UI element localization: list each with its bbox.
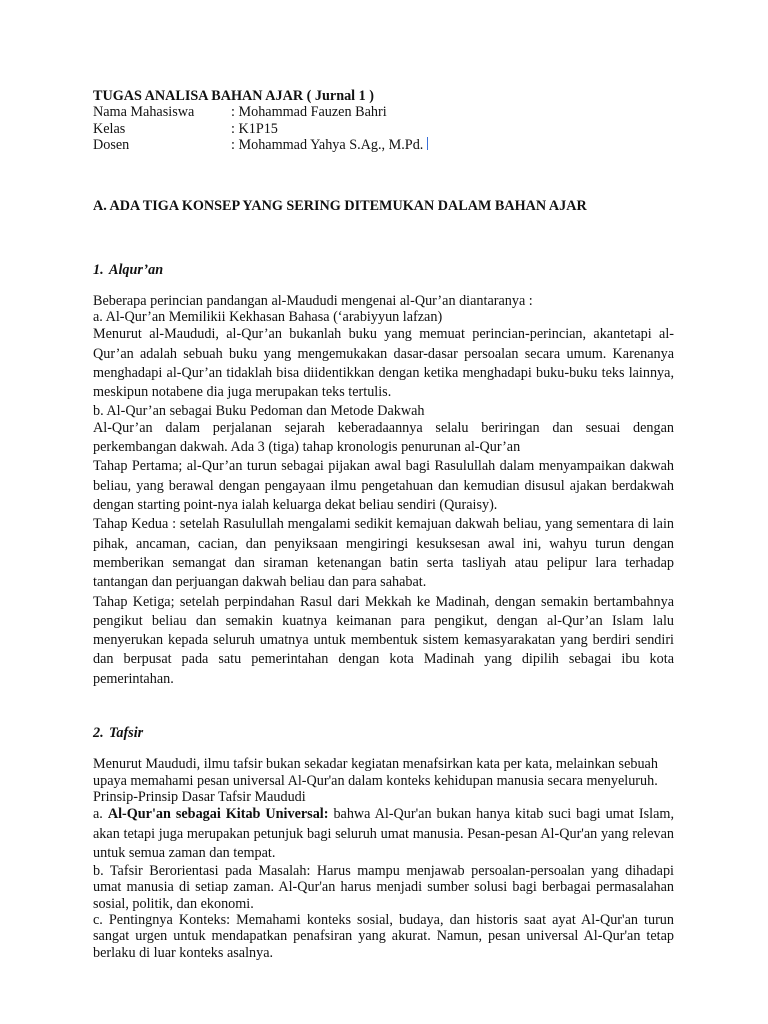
assignment-header [93, 88, 674, 153]
paragraph: b. Tafsir Berorientasi pada Masalah: Harus mampu menjawab persoalan-persoalan yang dihadapi umat manusia di setiap zaman. Al-Qur'an harus menjadi sumber solusi bagi berbagai permasalahan sosial, politik, dan ekonomi. [93, 863, 674, 912]
subsection-title: Tafsir [109, 725, 144, 742]
paragraph: Tahap Kedua : setelah Rasulullah mengalami sedikit kemajuan dakwah beliau, yang sementara di lain pihak, ancaman, cacian, dan penyiksaan mengiringi kesuksesan awal ini, wahyu turun dengan memberikan semangat dan siraman ketenangan batin serta tasliyah atau pelipur lara terhadap tantangan dan perjuangan dakwah beliau dan para sahabat. [93, 516, 674, 591]
info-label: Dosen [93, 136, 130, 153]
lecturer-name: : Mohammad Yahya S.Ag., M.Pd. [231, 136, 424, 153]
info-row-lecturer [93, 137, 674, 153]
paragraph: Tahap Pertama; al-Qur’an turun sebagai pijakan awal bagi Rasulullah dalam menyampaikan dakwah beliau, yang berawal dengan pengayaan ilmu pengetahuan dan kemudian disusul ajakan berdakwah dengan starting point-nya ialah keluarga dekat beliau sendiri (Quraisy). [93, 458, 674, 514]
paragraph: Beberapa perincian pandangan al-Maududi mengenai al-Qur’an diantaranya : [93, 292, 533, 309]
document-page [93, 88, 674, 961]
subsection-heading [93, 725, 674, 742]
info-value [231, 137, 428, 153]
info-label: Nama Mahasiswa [93, 104, 195, 121]
assignment-title: TUGAS ANALISA BAHAN AJAR ( Jurnal 1 ) [93, 88, 375, 104]
subsection-number: 2. [93, 725, 104, 742]
paragraph-text: bahwa Al-Qur'an bukan hanya kitab suci bagi umat Islam, akan tetapi juga merupakan petunjuk bagi seluruh umat manusia. Pesan-pesan Al-Qur'an yang relevan untuk semua zaman dan tempat. [93, 806, 674, 861]
paragraph: Tahap Ketiga; setelah perpindahan Rasul dari Mekkah ke Madinah, dengan semakin bertambahnya pengikut beliau dan semakin kuatnya keimanan para pengikut, dengan al-Qur’an Islam lalu menyerukan kepada seluruh umatnya untuk membentuk sistem kemasyarakatan yang berdiri sendiri dan berpusat pada satu pemerintahan dengan kota Madinah yang dipilih sebagai ibu kota pemerintahan. [93, 593, 674, 687]
paragraph: Prinsip-Prinsip Dasar Tafsir Maududi [93, 788, 306, 805]
text-cursor-icon [427, 137, 428, 150]
paragraph: a. Al-Qur’an Memilikii Kekhasan Bahasa (‘arabiyyun lafzan) [93, 309, 443, 326]
info-label: Kelas [93, 120, 126, 137]
bold-phrase: Al-Qur'an sebagai Kitab Universal: [107, 806, 329, 823]
subsection-heading [93, 262, 674, 279]
info-value: : Mohammad Fauzen Bahri [231, 104, 387, 121]
paragraph: Menurut al-Maududi, al-Qur’an bukanlah buku yang memuat perincian-perincian, akantetapi al-Qur’an adalah sebuah buku yang mengemukakan dasar-dasar persoalan secara umum. Karenanya menghadapi al-Qur’an tidaklah bisa diidentikkan dengan ketika menghadapi buku-buku teks lainnya, meskipun notabene dia juga merupakan teks tertulis. [93, 326, 674, 401]
info-row-class [93, 121, 674, 137]
paragraph: c. Pentingnya Konteks: Memahami konteks sosial, budaya, dan historis saat ayat Al-Qur'an turun sangat urgen untuk mendapatkan penafsiran yang akurat. Namun, pesan universal Al-Qur'an tetap berlaku di luar konteks asalnya. [93, 912, 674, 961]
paragraph: Menurut Maududi, ilmu tafsir bukan sekadar kegiatan menafsirkan kata per kata, melainkan sebuah upaya memahami pesan universal Al-Qur'an dalam konteks kehidupan manusia secara menyeluruh. [93, 756, 658, 789]
section-a-title: A. ADA TIGA KONSEP YANG SERING DITEMUKAN DALAM BAHAN AJAR [93, 198, 587, 215]
paragraph: b. Al-Qur’an sebagai Buku Pedoman dan Metode Dakwah [93, 402, 425, 419]
subsection-title: Alqur’an [109, 261, 164, 278]
info-value: : K1P15 [231, 120, 278, 137]
paragraph [93, 805, 674, 863]
subsection-number: 1. [93, 261, 104, 278]
list-marker: a. [93, 806, 108, 823]
info-row-student [93, 104, 674, 120]
paragraph: Al-Qur’an dalam perjalanan sejarah keberadaannya selalu beriringan dan sesuai dengan perkembangan dakwah. Ada 3 (tiga) tahap kronologis penurunan al-Qur’an [93, 419, 674, 456]
